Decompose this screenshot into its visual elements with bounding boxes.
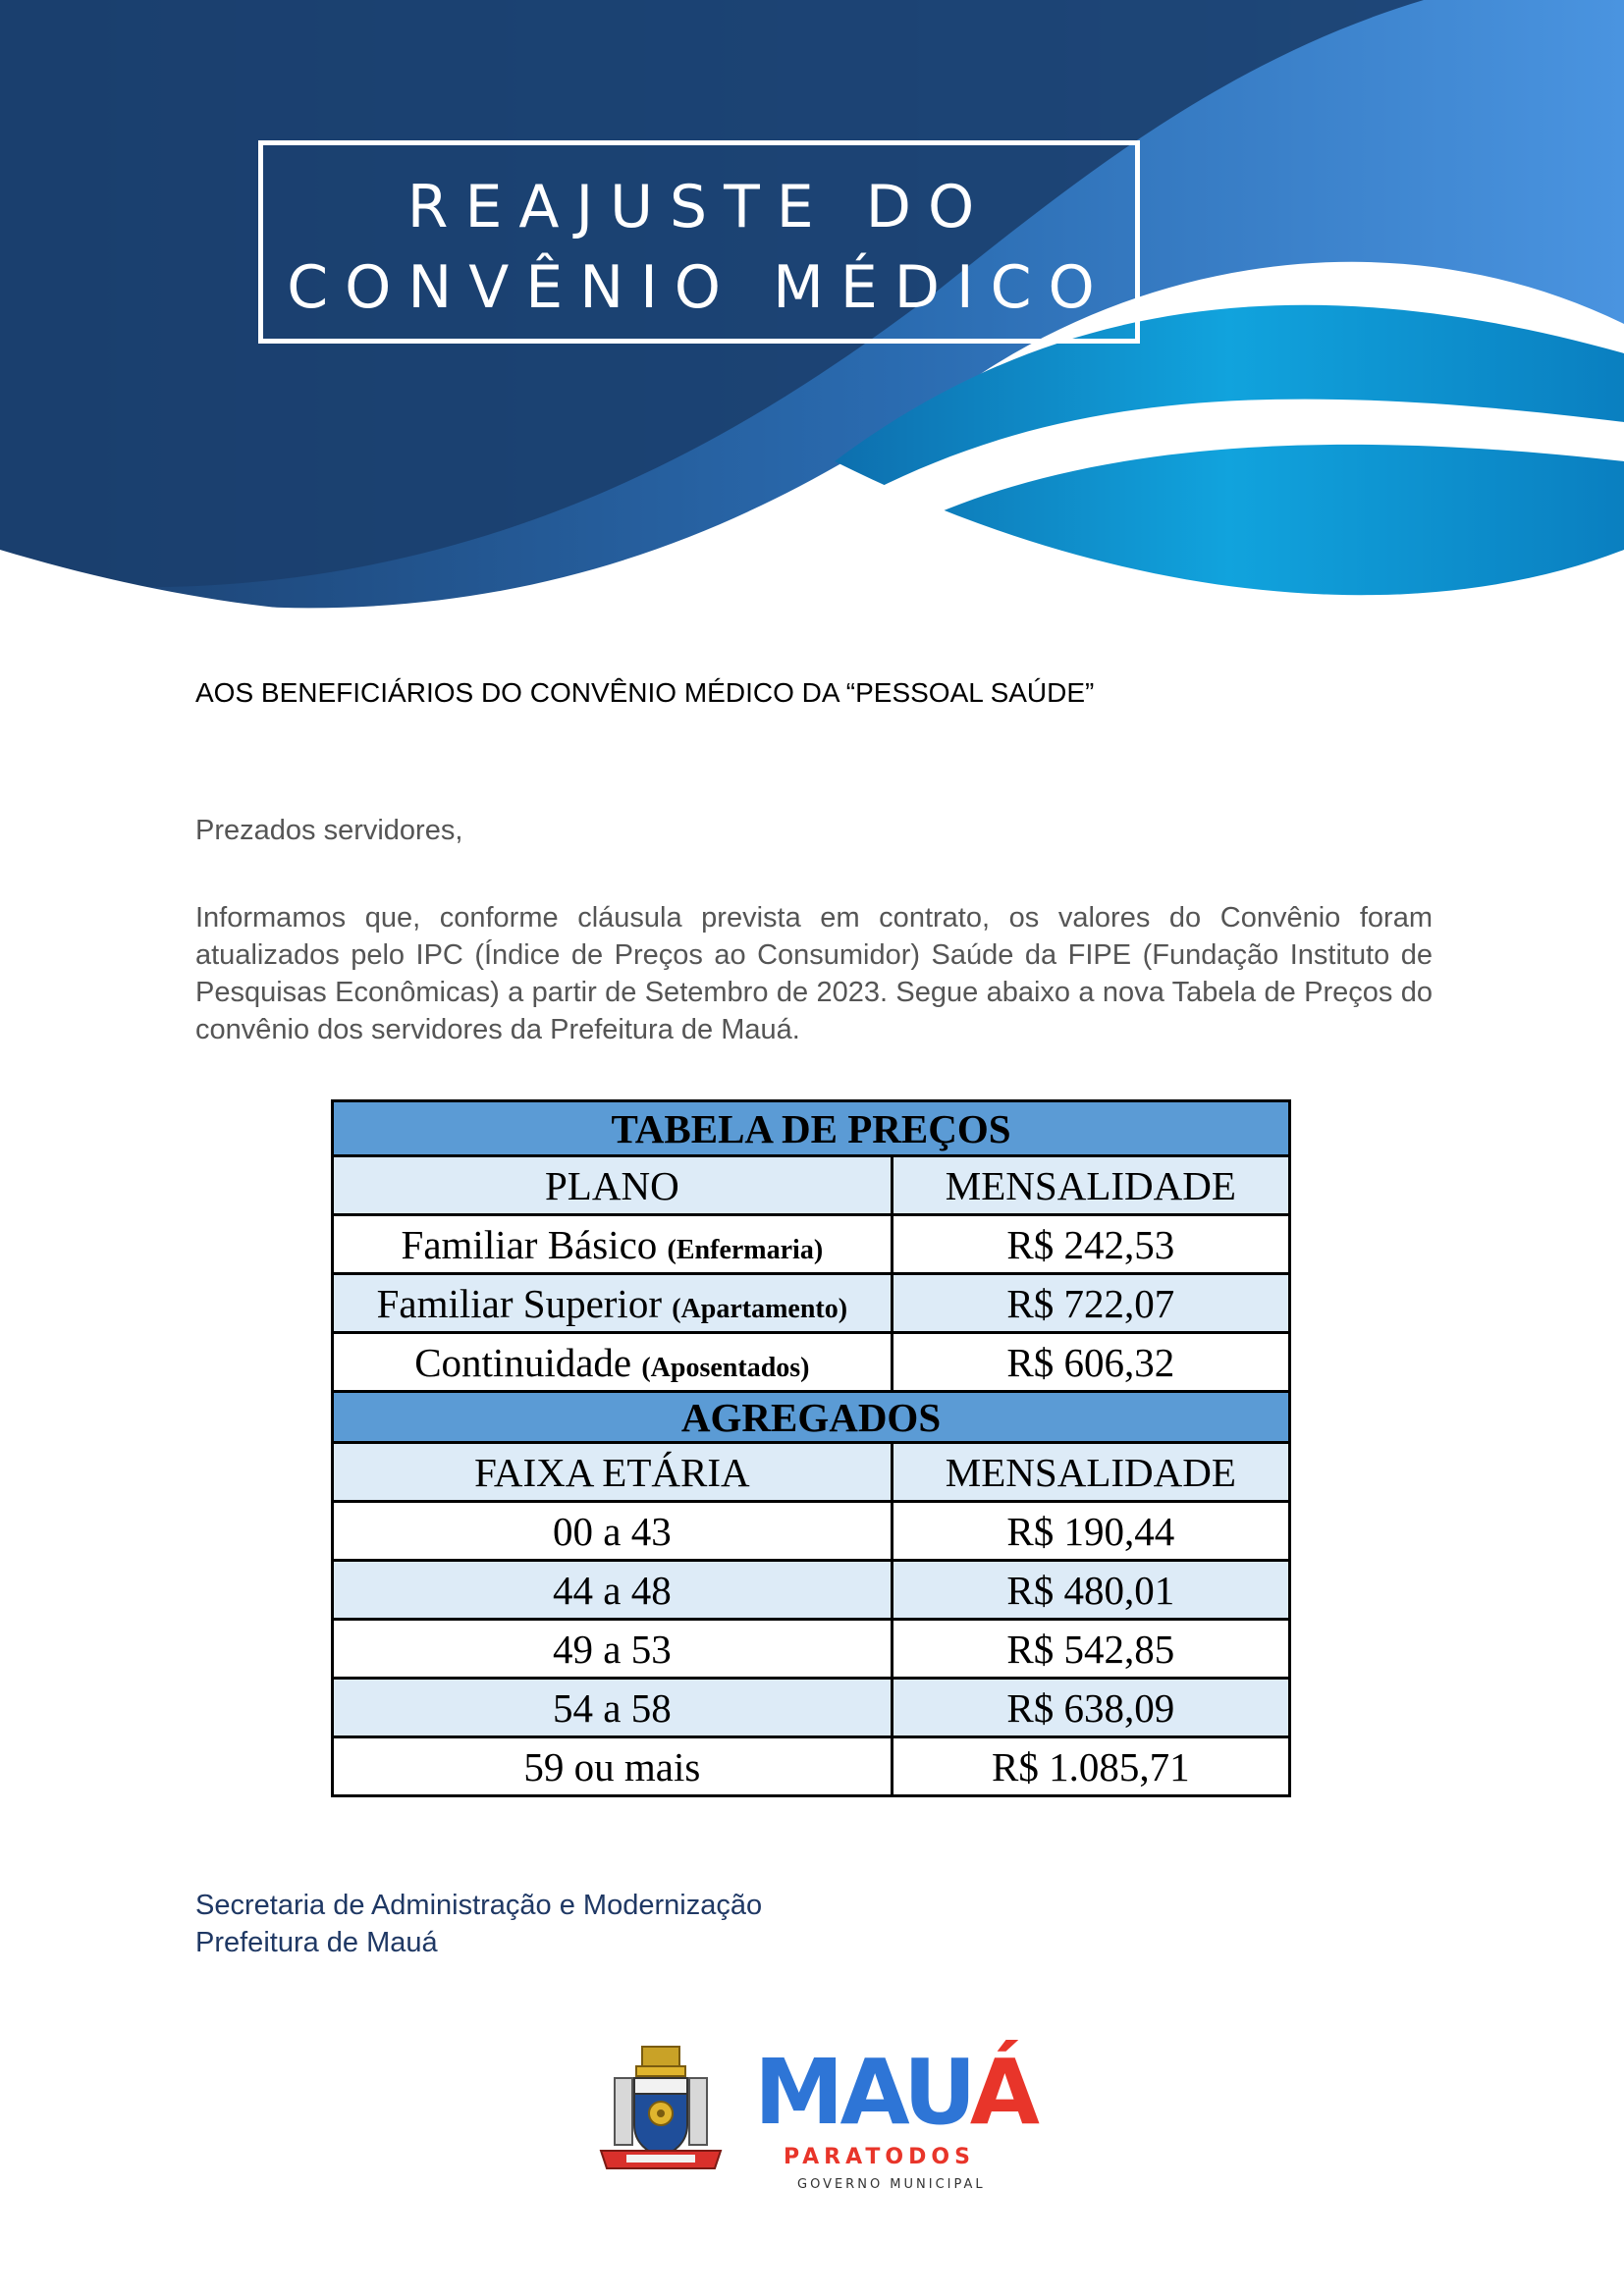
fee-column-header: MENSALIDADE	[892, 1156, 1289, 1215]
plan-column-header: PLANO	[333, 1156, 893, 1215]
logo-subtitle: GOVERNO MUNICIPAL	[797, 2177, 986, 2192]
age-range-cell: 00 a 43	[333, 1502, 893, 1561]
table-row	[333, 1737, 1290, 1796]
greeting-text: Prezados servidores,	[195, 815, 463, 846]
fee-cell: R$ 1.085,71	[892, 1737, 1289, 1796]
page-title-line-1: REAJUSTE DO	[406, 173, 992, 241]
table-row	[333, 1215, 1290, 1274]
plan-name: Familiar Básico	[401, 1221, 658, 1267]
table-row	[333, 1274, 1290, 1333]
aggregates-title-row	[333, 1392, 1290, 1443]
age-range-cell: 49 a 53	[333, 1620, 893, 1679]
plan-cell	[333, 1333, 893, 1392]
age-fee-column-header: MENSALIDADE	[892, 1443, 1289, 1502]
age-column-header: FAIXA ETÁRIA	[333, 1443, 893, 1502]
plan-note: (Apartamento)	[672, 1293, 848, 1324]
fee-cell: R$ 190,44	[892, 1502, 1289, 1561]
maua-logo	[754, 2040, 1036, 2199]
plan-note: (Aposentados)	[641, 1352, 810, 1383]
logo-wordmark: MAUÁ	[754, 2040, 1036, 2145]
table-title: TABELA DE PREÇOS	[333, 1101, 1290, 1156]
age-range-cell: 54 a 58	[333, 1679, 893, 1737]
plan-name: Continuidade	[414, 1339, 632, 1385]
title-frame	[258, 140, 1140, 344]
table-row	[333, 1333, 1290, 1392]
table-row	[333, 1561, 1290, 1620]
age-header-row	[333, 1443, 1290, 1502]
aggregates-title: AGREGADOS	[333, 1392, 1290, 1443]
page-title-line-2: CONVÊNIO MÉDICO	[287, 253, 1111, 322]
recipients-heading: AOS BENEFICIÁRIOS DO CONVÊNIO MÉDICO DA “PESSOAL SAÚDE”	[195, 677, 1095, 708]
table-row	[333, 1620, 1290, 1679]
fee-cell: R$ 722,07	[892, 1274, 1289, 1333]
logo-tagline: PARATODOS	[784, 2145, 975, 2169]
plan-cell	[333, 1274, 893, 1333]
plan-name: Familiar Superior	[376, 1280, 662, 1326]
age-range-cell: 44 a 48	[333, 1561, 893, 1620]
department-name: Secretaria de Administração e Modernização	[195, 1890, 763, 1921]
signature-block	[195, 1887, 762, 1961]
fee-cell: R$ 606,32	[892, 1333, 1289, 1392]
header-banner	[0, 0, 1624, 658]
coat-of-arms-icon	[597, 2045, 725, 2174]
price-table	[331, 1099, 1291, 1797]
age-range-cell: 59 ou mais	[333, 1737, 893, 1796]
plan-header-row	[333, 1156, 1290, 1215]
city-hall-name: Prefeitura de Mauá	[195, 1927, 438, 1958]
table-row	[333, 1679, 1290, 1737]
fee-cell: R$ 638,09	[892, 1679, 1289, 1737]
table-row	[333, 1502, 1290, 1561]
fee-cell: R$ 542,85	[892, 1620, 1289, 1679]
plan-note: (Enfermaria)	[667, 1234, 824, 1265]
body-paragraph: Informamos que, conforme cláusula prevista em contrato, os valores do Convênio foram atualizados pelo IPC (Índice de Preços ao Consumidor) Saúde da FIPE (Fundação Instituto de Pesquisas Econômicas) a partir de Setembro de 2023. Segue abaixo a nova Tabela de Preços do convênio dos servidores da Prefeitura de Mauá.	[195, 902, 1433, 1045]
table-title-row	[333, 1101, 1290, 1156]
fee-cell: R$ 242,53	[892, 1215, 1289, 1274]
plan-cell	[333, 1215, 893, 1274]
fee-cell: R$ 480,01	[892, 1561, 1289, 1620]
